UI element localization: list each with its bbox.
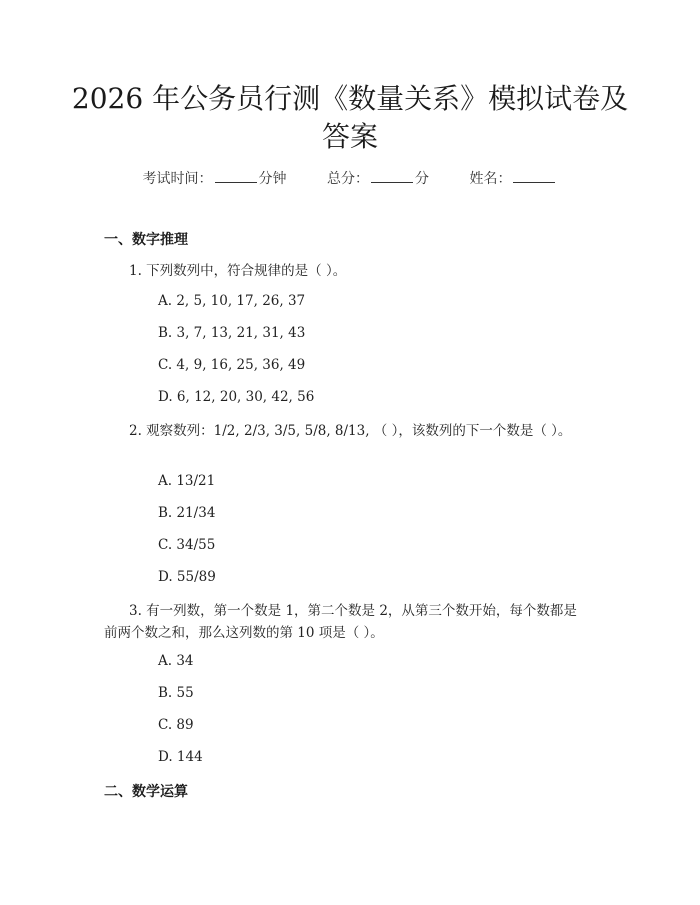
score-unit: 分 bbox=[415, 171, 429, 187]
score-blank bbox=[371, 168, 413, 183]
option-item: D. 144 bbox=[158, 749, 203, 765]
option-item: A. 13/21 bbox=[158, 473, 216, 489]
option-item: D. 6, 12, 20, 30, 42, 56 bbox=[158, 389, 315, 405]
question-text: 1. 下列数列中，符合规律的是（ ）。 bbox=[129, 263, 347, 279]
option-item: A. 2, 5, 10, 17, 26, 37 bbox=[158, 293, 306, 309]
option-item: D. 55/89 bbox=[158, 569, 216, 585]
exam-score bbox=[327, 171, 429, 187]
section-heading: 一、数字推理 bbox=[104, 232, 188, 248]
exam-name bbox=[469, 171, 557, 187]
name-blank bbox=[513, 168, 555, 183]
time-unit: 分钟 bbox=[258, 171, 287, 187]
option-item: B. 55 bbox=[158, 685, 194, 701]
exam-time bbox=[143, 171, 287, 187]
time-blank bbox=[215, 168, 257, 183]
section-heading: 二、数学运算 bbox=[104, 784, 188, 800]
question-text: 3. 有一列数，第一个数是 1，第二个数是 2，从第三个数开始，每个数都是前两个数之和，那么这列数的第 10 项是（ ）。 bbox=[104, 603, 577, 641]
score-label: 总分： bbox=[327, 171, 369, 187]
option-item: B. 3, 7, 13, 21, 31, 43 bbox=[158, 325, 306, 341]
page-title: 2026 年公务员行测《数量关系》模拟试卷及答案 bbox=[71, 82, 629, 153]
option-item: C. 34/55 bbox=[158, 537, 216, 553]
option-item: B. 21/34 bbox=[158, 505, 216, 521]
question-text: 2. 观察数列：1/2, 2/3, 3/5, 5/8, 8/13, （ ），该数列的下一个数是（ ）。 bbox=[129, 423, 572, 439]
option-item: C. 4, 9, 16, 25, 36, 49 bbox=[158, 357, 306, 373]
name-label: 姓名： bbox=[469, 171, 512, 187]
exam-meta bbox=[0, 168, 700, 188]
option-item: A. 34 bbox=[158, 653, 194, 669]
option-item: C. 89 bbox=[158, 717, 194, 733]
time-label: 考试时间： bbox=[142, 171, 213, 187]
